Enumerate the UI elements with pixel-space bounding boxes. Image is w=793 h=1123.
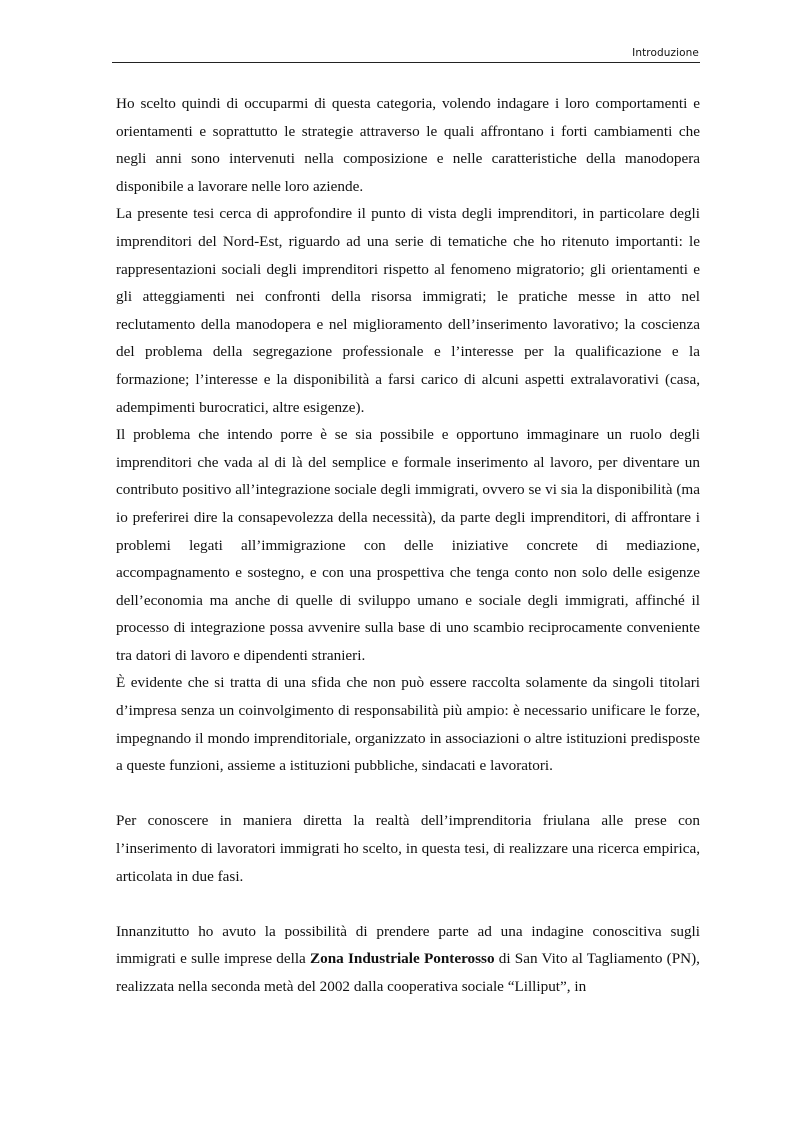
paragraph-3: Il problema che intendo porre è se sia possibile e opportuno immaginare un ruolo degli imprenditori che vada al di là del semplice e formale inserimento al lavoro, per diventare un contributo positivo all’integrazione sociale degli immigrati, ovvero se vi sia la disponibilità (ma io preferirei dire la consapevolezza della necessità), da parte degli imprenditori, di affrontare i problemi legati all’immigrazione con delle iniziative concrete di mediazione, accompagnamento e sostegno, e con una prospettiva che tenga conto non solo delle esigenze dell’economia ma anche di quelle di sviluppo umano e sociale degli immigrati, affinché il processo di integrazione possa avvenire sulla base di uno scambio reciprocamente conveniente tra datori di lavoro e dipendenti stranieri. <box>116 426 700 664</box>
paragraph-6 <box>116 918 700 1001</box>
paragraph-6-text-start: Innanzitutto ho avuto la possibilità di prendere parte ad una indagine conoscitiva sugli immigrati e sulle imprese della <box>116 922 700 968</box>
header-rule <box>112 62 700 63</box>
paragraph-4: È evidente che si tratta di una sfida che non può essere raccolta solamente da singoli titolari d’impresa senza un coinvolgimento di responsabilità più ampio: è necessario unificare le forze, impegnando il mondo imprenditoriale, organizzato in associazioni o altre istituzioni predisposte a queste funzioni, assieme a istituzioni pubbliche, sindacati e lavoratori. <box>116 674 700 775</box>
body-text <box>116 90 700 1001</box>
paragraph-1: Ho scelto quindi di occuparmi di questa categoria, volendo indagare i loro comportamenti e orientamenti e soprattutto le strategie attraverso le quali affrontano i forti cambiamenti che negli anni sono intervenuti nella composizione e nelle caratteristiche della manodopera disponibile a lavorare nelle loro aziende. <box>116 95 700 195</box>
bold-place-name: Zona Industriale Ponterosso <box>310 950 495 968</box>
running-header-title: Introduzione <box>632 47 699 59</box>
paragraph-6-text-end: di San Vito al Tagliamento (PN), realizzata nella seconda metà del 2002 dalla cooperativa sociale “Lilliput”, in <box>116 950 700 995</box>
paragraph-2: La presente tesi cerca di approfondire il punto di vista degli imprenditori, in particolare degli imprenditori del Nord-Est, riguardo ad una serie di tematiche che ho ritenuto importanti: le rappresentazioni sociali degli imprenditori rispetto al fenomeno migratorio; gli orientamenti e gli atteggiamenti nei confronti della risorsa immigrati; le pratiche messe in atto nel reclutamento della manodopera e nel miglioramento dell’inserimento lavorativo; la coscienza del problema della segregazione professionale e l’interesse per la qualificazione e la formazione; l’interesse e la disponibilità a farsi carico di alcuni aspetti extralavorativi (casa, adempimenti burocratici, altre esigenze). <box>116 205 700 416</box>
paragraph-5: Per conoscere in maniera diretta la realtà dell’imprenditoria friulana alle prese con l’inserimento di lavoratori immigrati ho scelto, in questa tesi, di realizzare una ricerca empirica, articolata in due fasi. <box>116 812 700 885</box>
